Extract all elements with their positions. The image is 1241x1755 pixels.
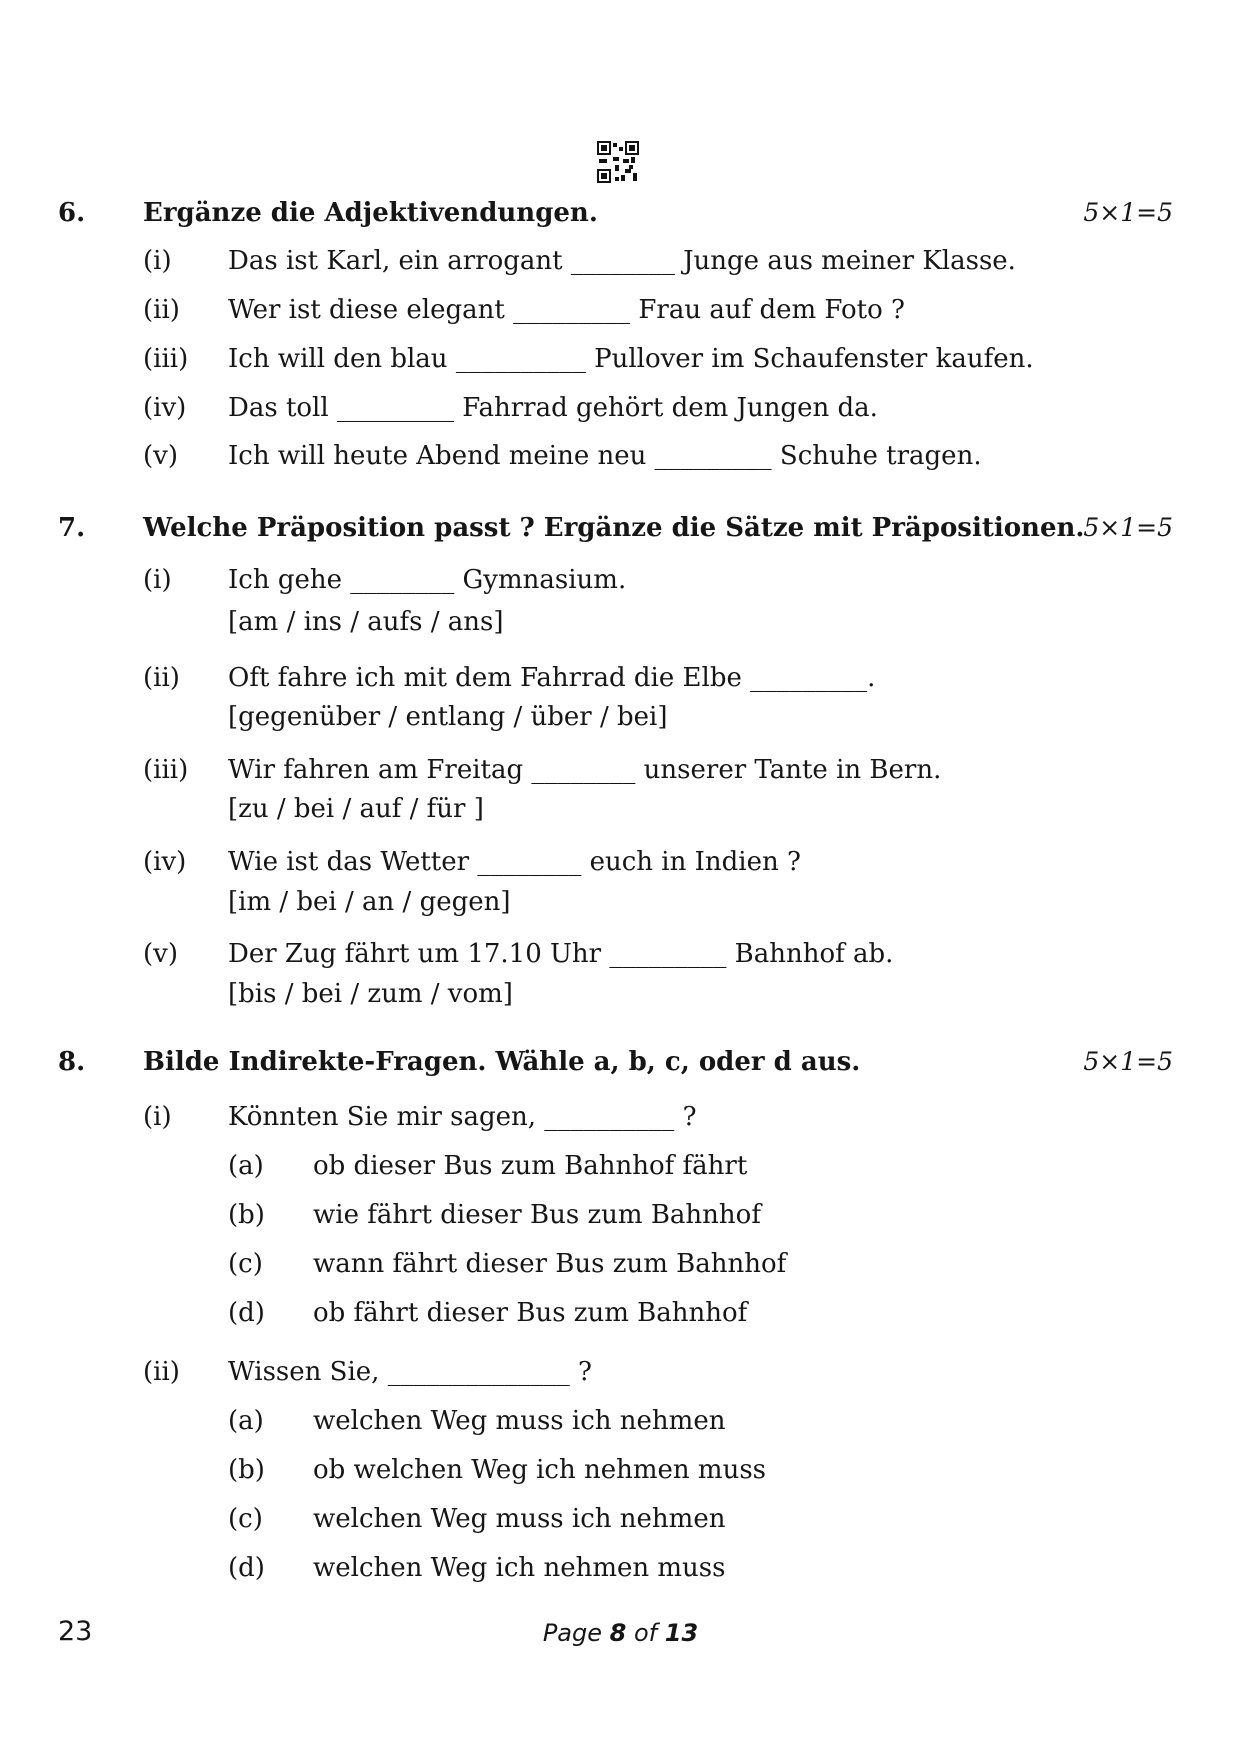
item-text: Wir fahren am Freitag ________ unserer Tante in Bern. xyxy=(228,755,942,785)
item-choices: [zu / bei / auf / für ] xyxy=(228,794,484,824)
item-label: (v) xyxy=(143,939,178,969)
question-number: 6. xyxy=(58,198,86,228)
option-letter: (b) xyxy=(228,1200,265,1230)
item-text: Wissen Sie, ______________ ? xyxy=(228,1357,592,1387)
item-label: (ii) xyxy=(143,1357,180,1387)
item-label: (iv) xyxy=(143,393,187,423)
item-text: Könnten Sie mir sagen, __________ ? xyxy=(228,1102,697,1132)
item-text: Das ist Karl, ein arrogant ________ Junge aus meiner Klasse. xyxy=(228,246,1016,276)
qr-code-icon xyxy=(597,141,639,183)
option-text: wie fährt dieser Bus zum Bahnhof xyxy=(313,1200,761,1230)
item-label: (ii) xyxy=(143,295,180,325)
question-marks: 5×1=5 xyxy=(1083,198,1173,227)
item-text: Ich gehe ________ Gymnasium. xyxy=(228,565,627,595)
option-text: ob fährt dieser Bus zum Bahnhof xyxy=(313,1298,748,1328)
question-title: Ergänze die Adjektivendungen. xyxy=(143,198,598,228)
question-number: 7. xyxy=(58,513,86,543)
page-number xyxy=(0,1616,1241,1650)
question-title: Bilde Indirekte-Fragen. Wähle a, b, c, oder d aus. xyxy=(143,1047,861,1077)
page-word: Page xyxy=(542,1619,602,1647)
option-text: welchen Weg ich nehmen muss xyxy=(313,1553,726,1583)
item-label: (ii) xyxy=(143,663,180,693)
item-text: Wer ist diese elegant _________ Frau auf dem Foto ? xyxy=(228,295,905,325)
option-text: welchen Weg muss ich nehmen xyxy=(313,1406,726,1436)
item-text: Ich will den blau __________ Pullover im Schaufenster kaufen. xyxy=(228,344,1034,374)
item-label: (iii) xyxy=(143,755,189,785)
question-number: 8. xyxy=(58,1047,86,1077)
question-marks: 5×1=5 xyxy=(1083,1047,1173,1076)
page-current: 8 xyxy=(609,1619,627,1647)
option-letter: (c) xyxy=(228,1249,263,1279)
paper-code: 23 xyxy=(58,1616,93,1647)
option-text: welchen Weg muss ich nehmen xyxy=(313,1504,726,1534)
item-label: (iv) xyxy=(143,847,187,877)
option-letter: (a) xyxy=(228,1151,264,1181)
item-choices: [gegenüber / entlang / über / bei] xyxy=(228,702,668,732)
question-title: Welche Präposition passt ? Ergänze die Sätze mit Präpositionen. xyxy=(143,513,1085,543)
item-label: (i) xyxy=(143,246,172,276)
item-label: (v) xyxy=(143,441,178,471)
page-of: of xyxy=(633,1619,658,1647)
option-text: ob welchen Weg ich nehmen muss xyxy=(313,1455,767,1485)
item-label: (i) xyxy=(143,1102,172,1132)
option-text: wann fährt dieser Bus zum Bahnhof xyxy=(313,1249,787,1279)
option-letter: (a) xyxy=(228,1406,264,1436)
item-text: Oft fahre ich mit dem Fahrrad die Elbe _________. xyxy=(228,663,876,693)
page-total: 13 xyxy=(664,1619,699,1647)
question-marks: 5×1=5 xyxy=(1083,513,1173,542)
item-choices: [im / bei / an / gegen] xyxy=(228,887,511,917)
item-label: (iii) xyxy=(143,344,189,374)
option-letter: (d) xyxy=(228,1298,265,1328)
option-letter: (d) xyxy=(228,1553,265,1583)
item-choices: [bis / bei / zum / vom] xyxy=(228,979,513,1009)
option-text: ob dieser Bus zum Bahnhof fährt xyxy=(313,1151,748,1181)
item-text: Ich will heute Abend meine neu _________ Schuhe tragen. xyxy=(228,441,982,471)
option-letter: (b) xyxy=(228,1455,265,1485)
item-text: Der Zug fährt um 17.10 Uhr _________ Bahnhof ab. xyxy=(228,939,894,969)
option-letter: (c) xyxy=(228,1504,263,1534)
item-label: (i) xyxy=(143,565,172,595)
item-text: Das toll _________ Fahrrad gehört dem Jungen da. xyxy=(228,393,878,423)
item-text: Wie ist das Wetter ________ euch in Indien ? xyxy=(228,847,801,877)
item-choices: [am / ins / aufs / ans] xyxy=(228,607,504,637)
